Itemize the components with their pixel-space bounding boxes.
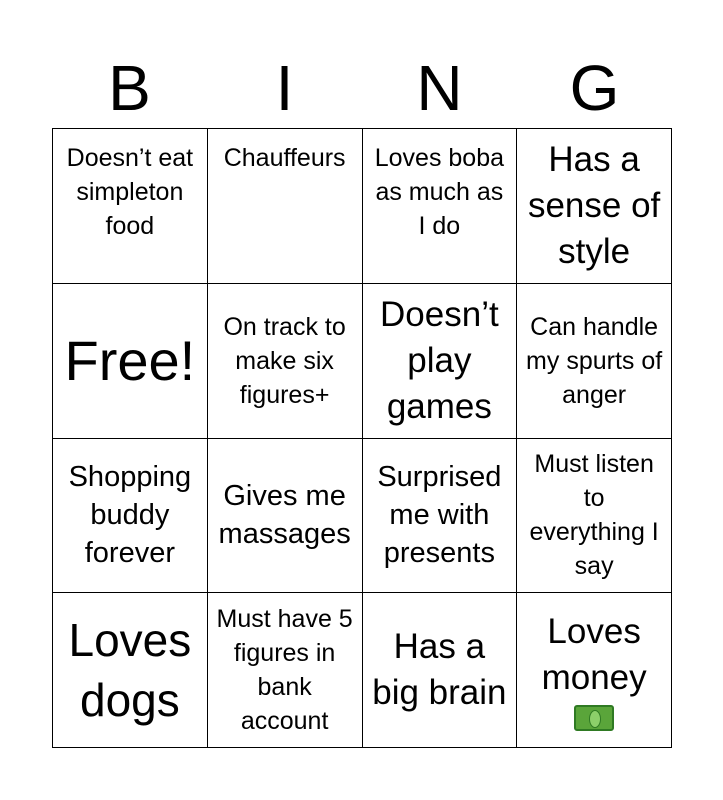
bingo-header: [52, 52, 672, 124]
cell-text: Gives me massages: [218, 480, 351, 551]
bingo-cell[interactable]: [517, 284, 672, 439]
cell-text: Can handle my spurts of anger: [526, 312, 663, 409]
header-letter-n: N: [416, 52, 463, 124]
bingo-cell[interactable]: [363, 284, 518, 439]
cell-text: Doesn’t play games: [380, 294, 499, 426]
cell-text: Surprised me with presents: [377, 461, 502, 570]
cell-text: Chauffeurs: [223, 144, 346, 172]
header-letter-g: G: [569, 52, 620, 124]
bingo-cell[interactable]: [363, 439, 518, 594]
bingo-cell[interactable]: [53, 439, 208, 594]
bingo-cell[interactable]: [363, 129, 518, 284]
cell-text: Loves money: [541, 612, 647, 698]
bingo-board: [52, 128, 672, 748]
money-icon: [574, 705, 614, 731]
cell-text: Doesn’t eat simpleton food: [66, 144, 194, 240]
cell-text: Loves boba as much as I do: [374, 144, 505, 240]
bingo-cell[interactable]: [517, 439, 672, 594]
bingo-cell[interactable]: [208, 439, 363, 594]
cell-text: Loves dogs: [68, 614, 192, 727]
cell-text: Shopping buddy forever: [68, 461, 192, 570]
cell-text: Must have 5 figures in bank account: [216, 605, 353, 736]
free-space[interactable]: [53, 284, 208, 439]
bingo-cell[interactable]: [363, 593, 518, 748]
bingo-cell[interactable]: [208, 284, 363, 439]
bingo-cell[interactable]: [517, 129, 672, 284]
cell-text: Must listen to everything I say: [529, 450, 659, 581]
header-letter-i: I: [275, 52, 294, 124]
bingo-cell[interactable]: [208, 593, 363, 748]
bingo-cell[interactable]: [53, 593, 208, 748]
cell-text: Free!: [64, 328, 196, 392]
cell-text: Has a sense of style: [527, 139, 661, 271]
cell-text: Has a big brain: [372, 627, 507, 713]
cell-text: On track to make six figures+: [223, 312, 346, 409]
header-letter-b: B: [108, 52, 151, 124]
bingo-cell[interactable]: [208, 129, 363, 284]
bingo-cell[interactable]: [53, 129, 208, 284]
bingo-cell[interactable]: [517, 593, 672, 748]
